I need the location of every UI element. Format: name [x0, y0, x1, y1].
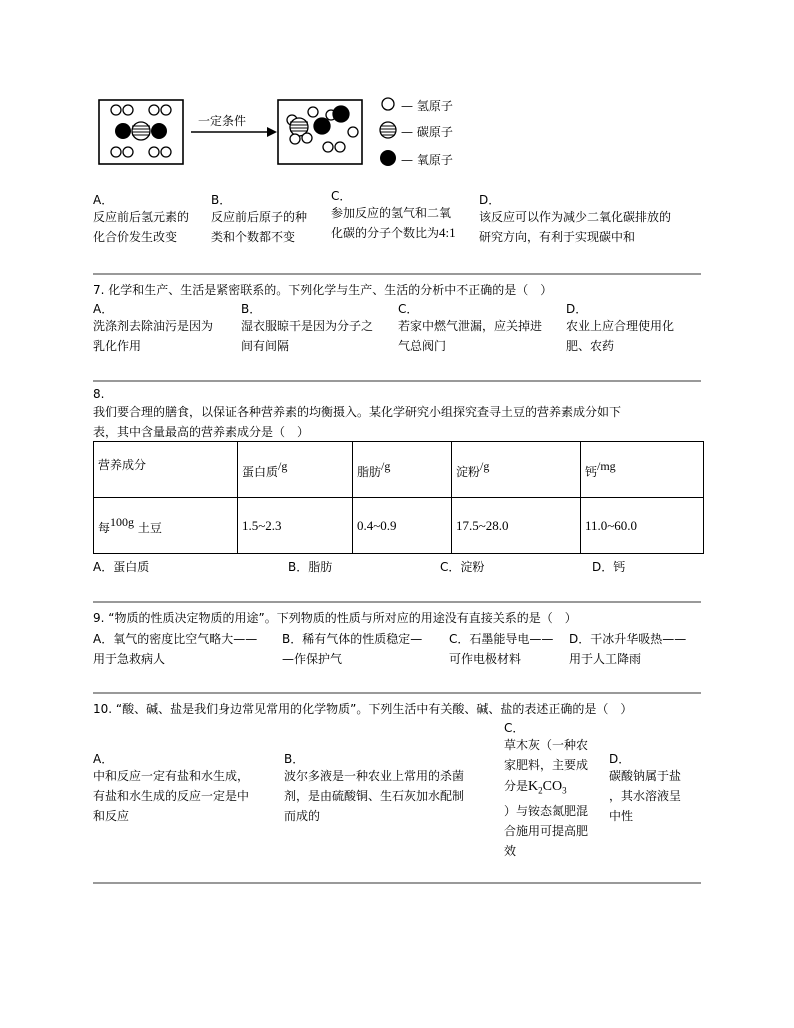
q8-number: 8. — [93, 387, 105, 401]
q8-option-c[interactable]: C．淀粉 — [440, 560, 485, 574]
q8-option-b[interactable]: B．脂肪 — [288, 560, 333, 574]
q7-option-c[interactable]: C． 若家中燃气泄漏，应关掉进 气总阀门 — [398, 302, 543, 353]
legend-carbon: — 碳原子 — [401, 125, 453, 139]
table-cell: 11.0~60.0 — [581, 498, 704, 554]
q10-option-d[interactable]: D． 碳酸钠属于盐 ，其水溶液呈 中性 — [609, 752, 682, 823]
arrow-label: 一定条件 — [198, 114, 247, 128]
table-row — [94, 498, 704, 554]
q10-option-c[interactable]: C． 草木灰（一种农 家肥料，主要成 分是$K_2CO_3$ ）与铵态氮肥混 合施用可提高肥 效 — [504, 721, 606, 861]
q9-option-b[interactable]: B．稀有气体的性质稳定— —作保护气 — [282, 632, 423, 666]
table-header-row — [94, 442, 704, 498]
table-cell: 0.4~0.9 — [353, 498, 452, 554]
q8-option-a[interactable]: A．蛋白质 — [93, 560, 150, 574]
q8-option-d[interactable]: D．钙 — [592, 560, 626, 574]
q9-stem: 9. “物质的性质决定物质的用途”。下列物质的性质与所对应的用途没有直接关系的是（ ） — [93, 611, 577, 625]
header-cell: 淀粉$^{/g}$ — [452, 442, 581, 498]
q6-option-a[interactable]: A． 反应前后氢元素的 化合价发生改变 — [93, 193, 190, 244]
legend-oxygen: — 氧原子 — [401, 153, 453, 167]
q7-option-b[interactable]: B． 湿衣服晾干是因为分子之 间有间隔 — [241, 302, 374, 353]
q7-option-d[interactable]: D． 农业上应合理使用化 肥、农药 — [566, 302, 675, 353]
oxygen-atom-icon — [380, 150, 396, 166]
carbon-dioxide-molecule — [115, 122, 167, 140]
q9-option-c[interactable]: C．石墨能导电—— 可作电极材料 — [449, 632, 554, 666]
q7-option-a[interactable]: A． 洗涤剂去除油污是因为 乳化作用 — [93, 302, 214, 353]
table-cell: 17.5~28.0 — [452, 498, 581, 554]
divider — [93, 882, 701, 884]
carbon-atom-icon — [380, 122, 396, 138]
hydrogen-atom-icon — [382, 98, 394, 110]
table-cell: 1.5~2.3 — [238, 498, 353, 554]
divider — [93, 601, 701, 603]
divider — [93, 380, 701, 382]
row-label-cell: 每$^{100g}$ 土豆 — [94, 498, 238, 554]
header-cell: 蛋白质$^{/g}$ — [238, 442, 353, 498]
q6-option-b[interactable]: B． 反应前后原子的种 类和个数都不变 — [211, 193, 308, 244]
q9-option-d[interactable]: D．干冰升华吸热—— 用于人工降雨 — [569, 632, 687, 666]
header-cell: 脂肪$^{/g}$ — [353, 442, 452, 498]
divider — [93, 692, 701, 694]
q6-option-d[interactable]: D． 该反应可以作为减少二氧化碳排放的 研究方向，有利于实现碳中和 — [479, 193, 672, 244]
divider — [93, 273, 701, 275]
q7-stem: 7. 化学和生产、生活是紧密联系的。下列化学与生产、生活的分析中不正确的是（ ） — [93, 283, 553, 297]
nutrition-table — [93, 441, 704, 554]
q10-stem: 10. “酸、碱、盐是我们身边常见常用的化学物质”。下列生活中有关酸、碱、盐的表述正确的是（ ） — [93, 702, 633, 716]
q8-stem: 我们要合理的膳食，以保证各种营养素的均衡摄入。某化学研究小组探究查寻土豆的营养素成分如下 表，其中含量最高的营养素成分是（ ） — [93, 405, 622, 439]
q10-option-a[interactable]: A． 中和反应一定有盐和水生成， 有盐和水生成的反应一定是中 和反应 — [93, 752, 250, 823]
potassium-carbonate-formula: 分是$K_2CO_3$ — [504, 779, 567, 796]
q10-option-b[interactable]: B． 波尔多液是一种农业上常用的杀菌 剂，是由硫酸铜、生石灰加水配制 而成的 — [284, 752, 465, 823]
q9-option-a[interactable]: A．氧气的密度比空气略大—— 用于急救病人 — [93, 632, 258, 666]
header-cell: 营养成分 — [94, 442, 238, 498]
header-cell: 钙$^{/mg}$ — [581, 442, 704, 498]
q6-option-c[interactable]: C． 参加反应的氢气和二氧 化碳的分子个数比为4:1 — [331, 189, 456, 240]
legend-hydrogen: — 氢原子 — [401, 99, 453, 113]
